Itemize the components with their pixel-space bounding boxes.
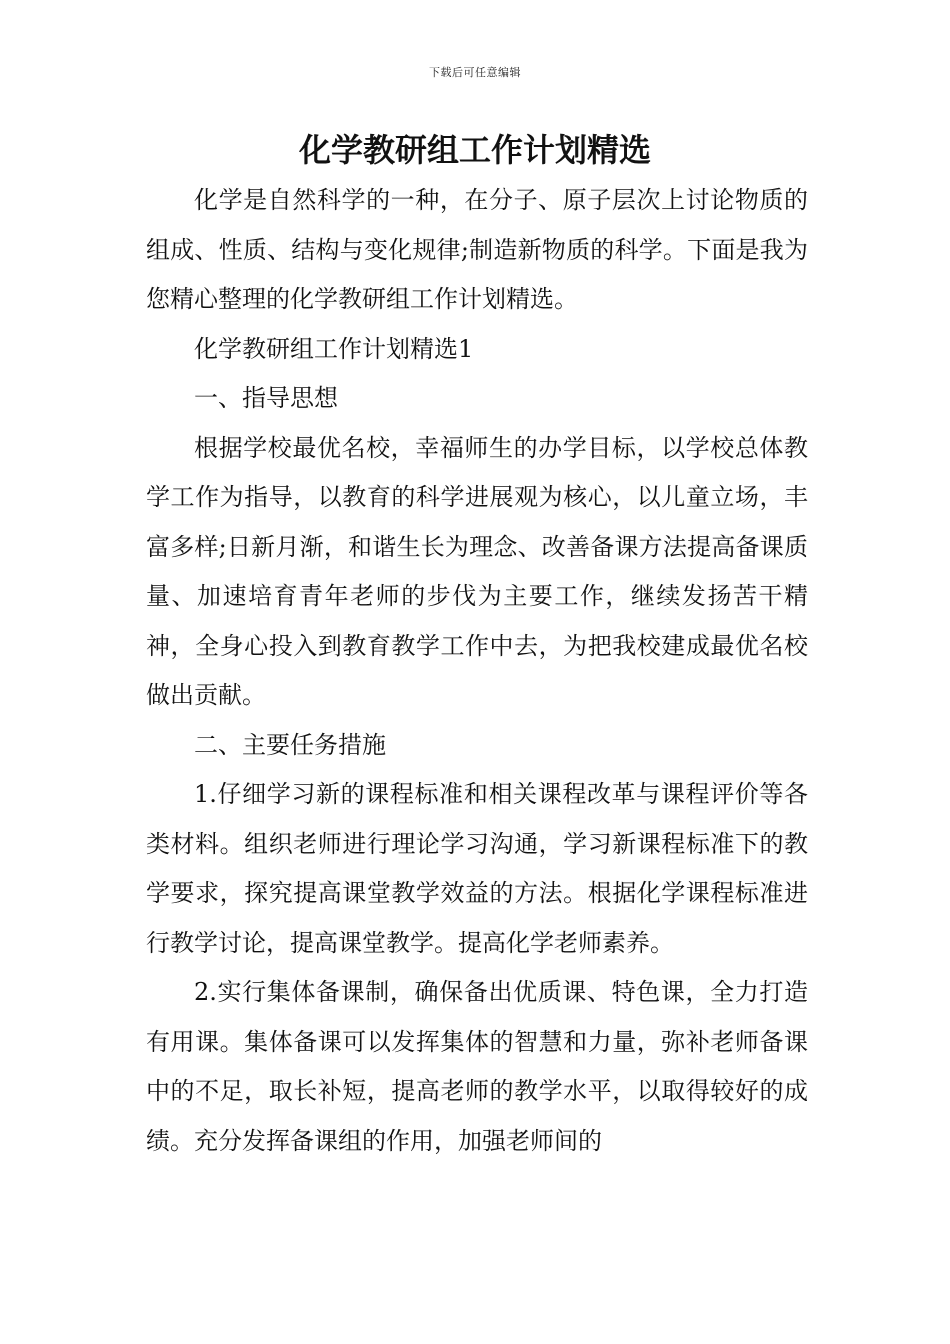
- section-heading-main-tasks: 二、主要任务措施: [194, 730, 386, 759]
- task-2-paragraph: 2.实行集体备课制，确保备出优质课、特色课，全力打造有用课。集体备课可以发挥集体的智慧和力量，弥补老师备课中的不足，取长补短，提高老师的教学水平，以取得较好的成绩。充分发挥备课组的作用，加强老师间的: [146, 978, 808, 1155]
- document-body: [146, 176, 808, 1166]
- section-heading-guiding-thought: 一、指导思想: [194, 384, 338, 412]
- intro-paragraph: 化学是自然科学的一种，在分子、原子层次上讨论物质的组成、性质、结构与变化规律;制造新物质的科学。下面是我为您精心整理的化学教研组工作计划精选。: [146, 186, 808, 313]
- task-1-paragraph: 1.仔细学习新的课程标准和相关课程改革与课程评价等各类材料。组织老师进行理论学习沟通，学习新课程标准下的教学要求，探究提高课堂教学效益的方法。根据化学课程标准进行教学讨论，提高课堂教学。提高化学老师素养。: [146, 780, 808, 957]
- guiding-thought-paragraph: 根据学校最优名校，幸福师生的办学目标，以学校总体教学工作为指导，以教育的科学进展观为核心，以儿童立场，丰富多样;日新月渐，和谐生长为理念、改善备课方法提高备课质量、加速培育青年老师的步伐为主要工作，继续发扬苦干精神，全身心投入到教育教学工作中去，为把我校建成最优名校做出贡献。: [146, 433, 808, 709]
- document-title: 化学教研组工作计划精选: [298, 131, 651, 169]
- header-note: 下载后可任意编辑: [429, 66, 521, 79]
- section-heading-plan-1: 化学教研组工作计划精选1: [194, 334, 474, 363]
